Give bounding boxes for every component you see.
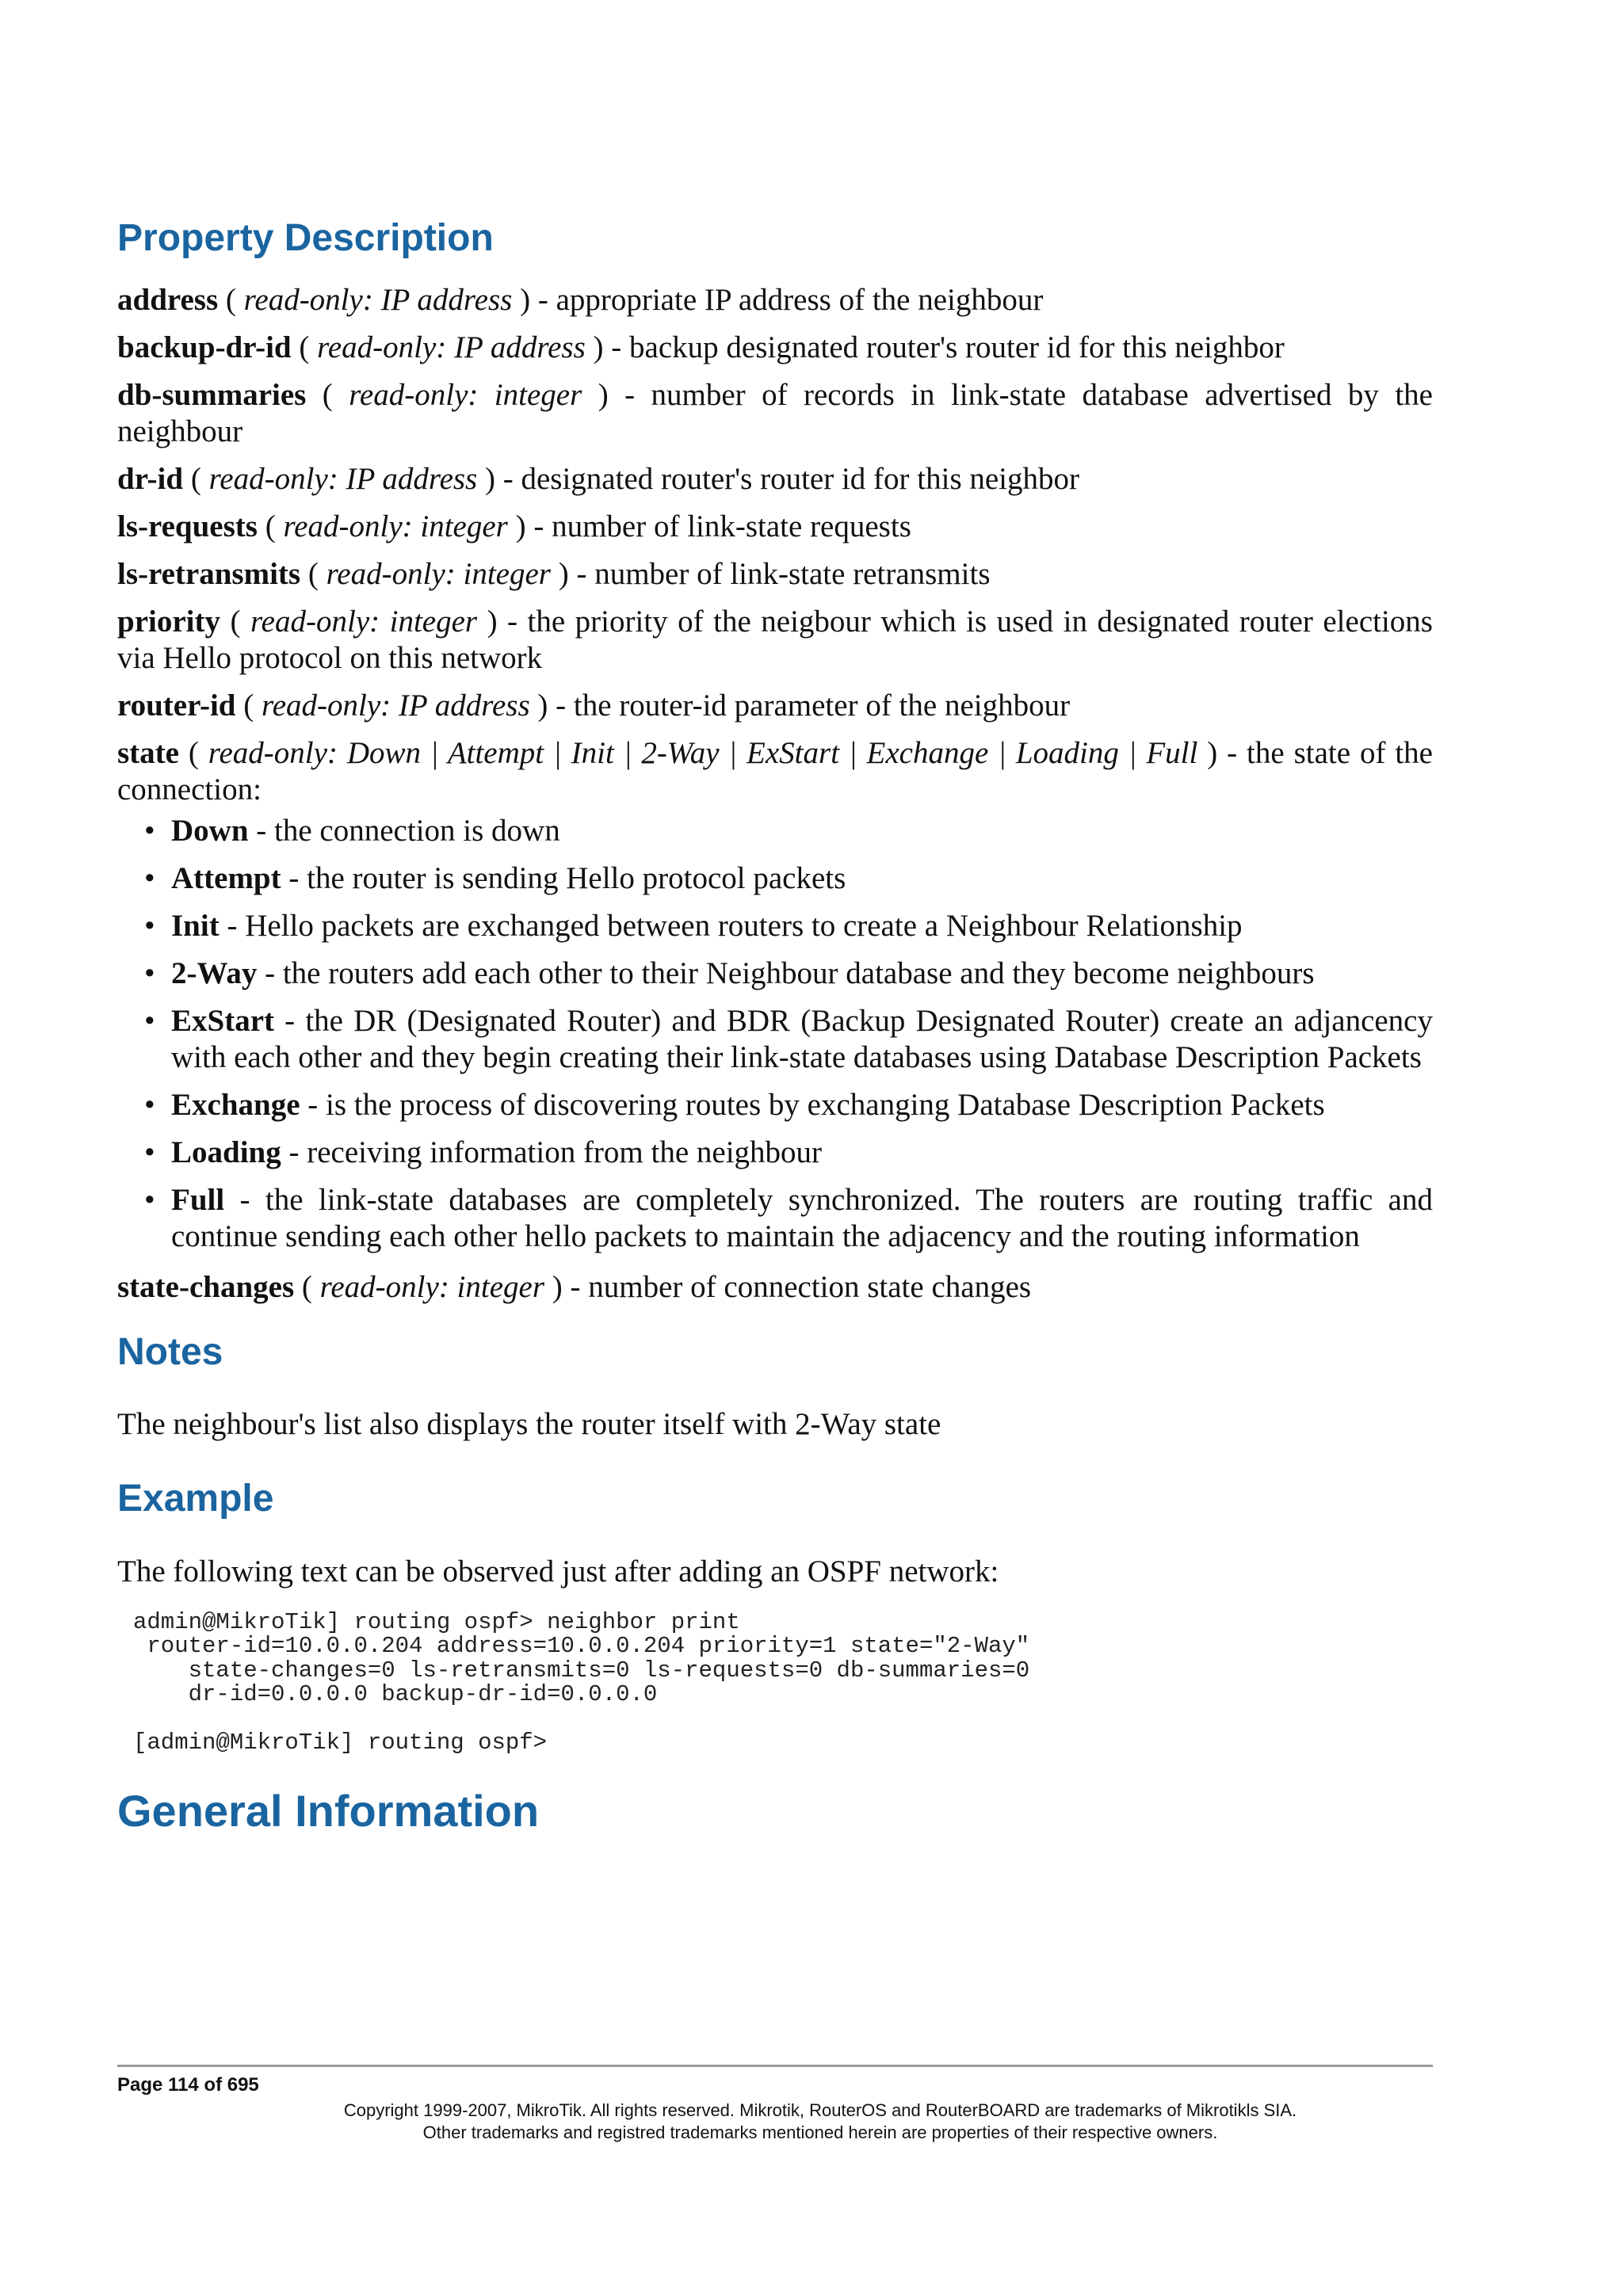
bullet-icon: • <box>144 860 155 895</box>
property-desc: designated router's router id for this neighbor <box>521 461 1079 496</box>
property-name: address <box>117 282 219 317</box>
state-desc: the link-state databases are completely synchronized. The routers are routing traffic and continue sending each other hello packets to maintain the adjacency and the routing information <box>171 1182 1433 1253</box>
property-state-changes: state-changes ( read-only: integer ) - number of connection state changes <box>117 1269 1032 1304</box>
property-desc: the state of the connection: <box>117 735 1433 807</box>
list-item: • Down - the connection is down <box>144 813 560 848</box>
property-desc: number of records in link-state database advertised by the neighbour <box>117 377 1433 448</box>
property-name: dr-id <box>117 461 184 496</box>
state-name: Loading <box>171 1135 281 1169</box>
state-name: Down <box>171 813 249 848</box>
state-desc: receiving information from the neighbour <box>307 1135 823 1169</box>
property-name: ls-retransmits <box>117 556 301 591</box>
property-desc: number of link-state requests <box>552 509 911 543</box>
list-item: • Full - the link-state databases are completely synchronized. The routers are routing traffic and continue sending each other hello packets to maintain the adjacency and the routing information <box>144 1182 1433 1253</box>
section-heading-notes: Notes <box>117 1330 223 1373</box>
state-name: Attempt <box>171 860 281 895</box>
state-name: Full <box>171 1182 225 1217</box>
property-type: read-only: IP address <box>261 688 530 723</box>
state-desc: is the process of discovering routes by exchanging Database Description Packets <box>326 1087 1325 1122</box>
bullet-icon: • <box>144 908 155 943</box>
property-address: address ( read-only: IP address ) - appropriate IP address of the neighbour <box>117 282 1044 317</box>
property-name: state <box>117 735 179 770</box>
bullet-icon: • <box>144 1003 155 1038</box>
page-content <box>117 0 1433 1837</box>
property-type: read-only: IP address <box>208 461 478 496</box>
property-desc: the router-id parameter of the neighbour <box>573 688 1071 723</box>
property-type: read-only: IP address <box>243 282 513 317</box>
section-heading-property-description: Property Description <box>117 217 494 259</box>
state-desc: Hello packets are exchanged between routers to create a Neighbour Relationship <box>245 908 1243 943</box>
list-item: • Attempt - the router is sending Hello protocol packets <box>144 860 846 895</box>
state-desc: the router is sending Hello protocol packets <box>307 860 846 895</box>
bullet-icon: • <box>144 1182 155 1217</box>
page-number: Page 114 of 695 <box>117 2074 259 2096</box>
bullet-icon: • <box>144 1087 155 1122</box>
property-type: read-only: integer <box>319 1269 545 1304</box>
property-desc: number of link-state retransmits <box>594 556 991 591</box>
property-backup-dr-id: backup-dr-id ( read-only: IP address ) - backup designated router's router id for this neighbor <box>117 330 1285 364</box>
copyright-line: Copyright 1999-2007, MikroTik. All rights reserved. Mikrotik, RouterOS and RouterBOARD are trademarks of Mikrotikls SIA. <box>343 2100 1297 2120</box>
property-type: read-only: IP address <box>317 330 586 364</box>
property-desc: backup designated router's router id for this neighbor <box>629 330 1285 364</box>
property-list <box>117 282 1433 1306</box>
property-name: router-id <box>117 688 236 723</box>
copyright-notice <box>117 2100 1523 2144</box>
property-type: read-only: integer <box>326 556 551 591</box>
chapter-heading-general-information: General Information <box>117 1785 540 1836</box>
state-name: Exchange <box>171 1087 300 1122</box>
property-desc: the priority of the neigbour which is used in designated router elections via Hello protocol on this network <box>117 604 1433 675</box>
bullet-icon: • <box>144 1135 155 1169</box>
property-name: state-changes <box>117 1269 295 1304</box>
property-desc: number of connection state changes <box>588 1269 1032 1304</box>
property-desc: appropriate IP address of the neighbour <box>556 282 1044 317</box>
copyright-line: Other trademarks and registred trademarks mentioned herein are properties of their respective owners. <box>422 2122 1218 2142</box>
notes-text: The neighbour's list also displays the router itself with 2-Way state <box>117 1407 941 1442</box>
list-item: • ExStart - the DR (Designated Router) and BDR (Backup Designated Router) create an adjancency with each other and they begin creating their link-state databases using Database Description Packets <box>144 1003 1433 1074</box>
property-state: state ( read-only: Down | Attempt | Init | 2-Way | ExStart | Exchange | Loading | Full ) - the state of the connection: <box>117 735 1433 807</box>
property-type: read-only: integer <box>250 604 478 639</box>
property-priority: priority ( read-only: integer ) - the priority of the neigbour which is used in designated router elections via Hello protocol on this network <box>117 604 1433 675</box>
section-heading-example: Example <box>117 1478 274 1520</box>
list-item: • Loading - receiving information from the neighbour <box>144 1135 823 1169</box>
state-name: Init <box>171 908 220 943</box>
example-intro: The following text can be observed just after adding an OSPF network: <box>117 1554 999 1589</box>
property-name: db-summaries <box>117 377 307 412</box>
list-item: • Exchange - is the process of discovering routes by exchanging Database Description Packets <box>144 1087 1325 1122</box>
property-router-id: router-id ( read-only: IP address ) - the router-id parameter of the neighbour <box>117 688 1071 723</box>
state-desc: the routers add each other to their Neighbour database and they become neighbours <box>282 955 1315 990</box>
state-desc: the DR (Designated Router) and BDR (Backup Designated Router) create an adjancency with each other and they begin creating their link-state databases using Database Description Packets <box>171 1003 1433 1074</box>
state-name: 2-Way <box>171 955 258 990</box>
property-ls-retransmits: ls-retransmits ( read-only: integer ) - number of link-state retransmits <box>117 556 991 591</box>
list-item: • Init - Hello packets are exchanged between routers to create a Neighbour Relationship <box>144 908 1243 943</box>
property-type: read-only: integer <box>349 377 582 412</box>
bullet-icon: • <box>144 813 155 848</box>
property-name: priority <box>117 604 220 639</box>
list-item: • 2-Way - the routers add each other to their Neighbour database and they become neighbours <box>144 955 1315 990</box>
property-name: backup-dr-id <box>117 330 292 364</box>
state-desc: the connection is down <box>274 813 560 848</box>
property-type: read-only: integer <box>283 509 508 543</box>
property-type: read-only: Down | Attempt | Init | 2-Way | ExStart | Exchange | Loading | Full <box>208 735 1198 770</box>
property-db-summaries: db-summaries ( read-only: integer ) - number of records in link-state database advertised by the neighbour <box>117 377 1433 448</box>
state-list <box>117 813 1433 1255</box>
property-name: ls-requests <box>117 509 258 543</box>
code-block: admin@MikroTik] routing ospf> neighbor print router-id=10.0.0.204 address=10.0.0.204 priority=1 state="2-Way" state-changes=0 ls-retransmits=0 ls-requests=0 db-summaries=0 dr-id=0.0.0.0 backup-dr-id=0.0.0.0 [admin@MikroTik] routing ospf> <box>133 1608 1030 1756</box>
footer-divider <box>117 2065 1433 2067</box>
bullet-icon: • <box>144 955 155 990</box>
state-name: ExStart <box>171 1003 274 1038</box>
property-ls-requests: ls-requests ( read-only: integer ) - number of link-state requests <box>117 509 911 543</box>
property-dr-id: dr-id ( read-only: IP address ) - designated router's router id for this neighbor <box>117 461 1079 496</box>
